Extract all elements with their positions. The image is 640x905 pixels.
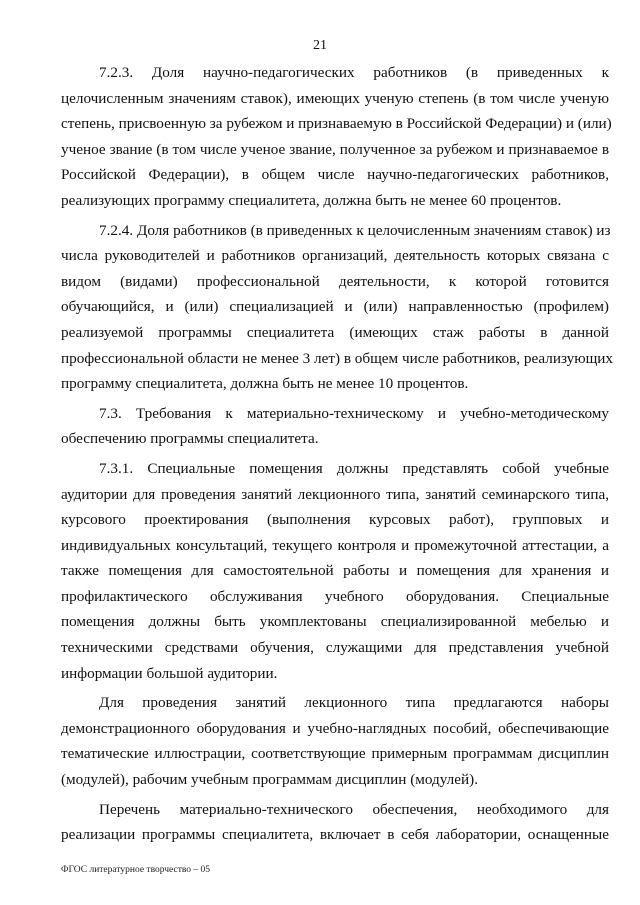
paragraph-p-lecture (61, 690, 609, 792)
text-line: профессиональной области не менее 3 лет) в общем числе работников, реализующих (61, 349, 614, 367)
paragraph-p-list (61, 797, 609, 848)
text-line: профилактического обслуживания учебного оборудования. Специальные (61, 587, 609, 605)
text-line: индивидуальных консультаций, текущего контроля и промежуточной аттестации, а (61, 536, 609, 554)
document-body (61, 60, 614, 848)
text-line: 7.2.4. Доля работников (в приведенных к целочисленным значениям ставок) из (99, 221, 611, 239)
text-line: реализуемой программы специалитета (имеющих стаж работы в данной (61, 323, 609, 341)
text-line: ученое звание (в том числе ученое звание, полученное за рубежом и признаваемое в (61, 140, 609, 158)
text-line: программу специалитета, должна быть не менее 10 процентов. (61, 375, 469, 393)
text-line: реализации программы специалитета, включает в себя лаборатории, оснащенные (61, 826, 609, 844)
paragraph-p-7-2-3 (61, 60, 612, 214)
text-line: целочисленным значениям ставок), имеющих ученую степень (в том числе ученую (61, 89, 609, 107)
text-line: курсового проектирования (выполнения курсовых работ), групповых и (61, 511, 609, 529)
text-line: (модулей), рабочим учебным программам дисциплин (модулей). (61, 771, 478, 789)
text-line: 7.3.1. Специальные помещения должны представлять собой учебные (99, 459, 609, 477)
paragraph-p-7-3-1 (61, 456, 609, 686)
page-footer: ФГОС литературное творчество – 05 (61, 865, 211, 875)
text-line: видом (видами) профессиональной деятельности, к которой готовится (61, 272, 609, 290)
text-line: Перечень материально-технического обеспечения, необходимого для (99, 800, 609, 818)
text-line: 7.3. Требования к материально-техническому и учебно-методическому (99, 404, 609, 422)
paragraph-p-7-2-4 (61, 218, 614, 397)
text-line: тематические иллюстрации, соответствующие примерным программам дисциплин (61, 745, 609, 763)
text-line: техническими средствами обучения, служащими для представления учебной (61, 639, 609, 657)
text-line: также помещения для самостоятельной работы и помещения для хранения и (61, 562, 609, 580)
text-line: обеспечению программы специалитета. (61, 430, 319, 448)
text-line: степень, присвоенную за рубежом и признаваемую в Российской Федерации) и (или) (61, 115, 612, 133)
text-line: информации большой аудитории. (61, 664, 278, 682)
text-line: помещения должны быть укомплектованы специализированной мебелью и (61, 613, 609, 631)
text-line: обучающийся, и (или) специализацией и (или) направленностью (профилем) (61, 298, 609, 316)
text-line: 7.2.3. Доля научно-педагогических работников (в приведенных к (99, 64, 609, 81)
text-line: реализующих программу специалитета, должна быть не менее 60 процентов. (61, 191, 562, 209)
text-line: аудитории для проведения занятий лекционного типа, занятий семинарского типа, (61, 485, 609, 503)
paragraph-p-7-3 (61, 401, 609, 452)
text-line: демонстрационного оборудования и учебно-наглядных пособий, обеспечивающие (61, 719, 609, 737)
page-number: 21 (313, 38, 327, 53)
text-line: Для проведения занятий лекционного типа предлагаются наборы (99, 694, 609, 712)
text-line: Российской Федерации), в общем числе научно-педагогических работников, (61, 166, 609, 184)
text-line: числа руководителей и работников организаций, деятельность которых связана с (61, 247, 609, 265)
